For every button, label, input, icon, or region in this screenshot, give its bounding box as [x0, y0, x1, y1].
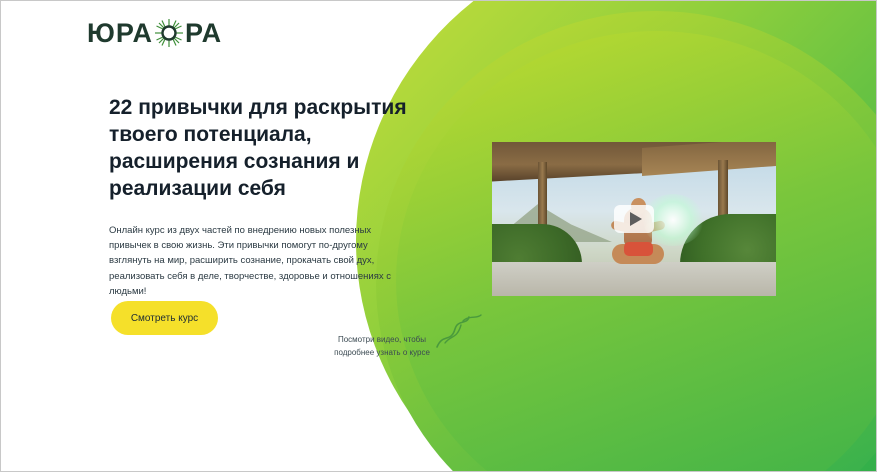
sun-burst-icon	[154, 18, 184, 48]
video-caption: Посмотри видео, чтобы подробнее узнать о курсе	[334, 335, 430, 358]
course-preview-video[interactable]	[492, 142, 776, 296]
logo-text-right: РА	[184, 17, 223, 48]
site-logo[interactable]	[87, 11, 222, 55]
play-icon[interactable]	[614, 205, 654, 233]
squiggle-arrow-icon	[433, 313, 493, 353]
watch-course-button[interactable]: Смотреть курс	[111, 301, 218, 335]
page-title: 22 привычки для раскрытия твоего потенциала, расширения сознания и реализации себя	[109, 96, 407, 200]
hero-description: Онлайн курс из двух частей по внедрению новых полезных привычек в свою жизнь. Эти привычки помогут по-другому взглянуть на мир, расширить сознание, прокачать свой дух, реализовать себя в деле, творчестве, здоровье и отношениях с людьми!	[109, 224, 392, 297]
logo-text-left: ЮРА	[87, 17, 153, 48]
